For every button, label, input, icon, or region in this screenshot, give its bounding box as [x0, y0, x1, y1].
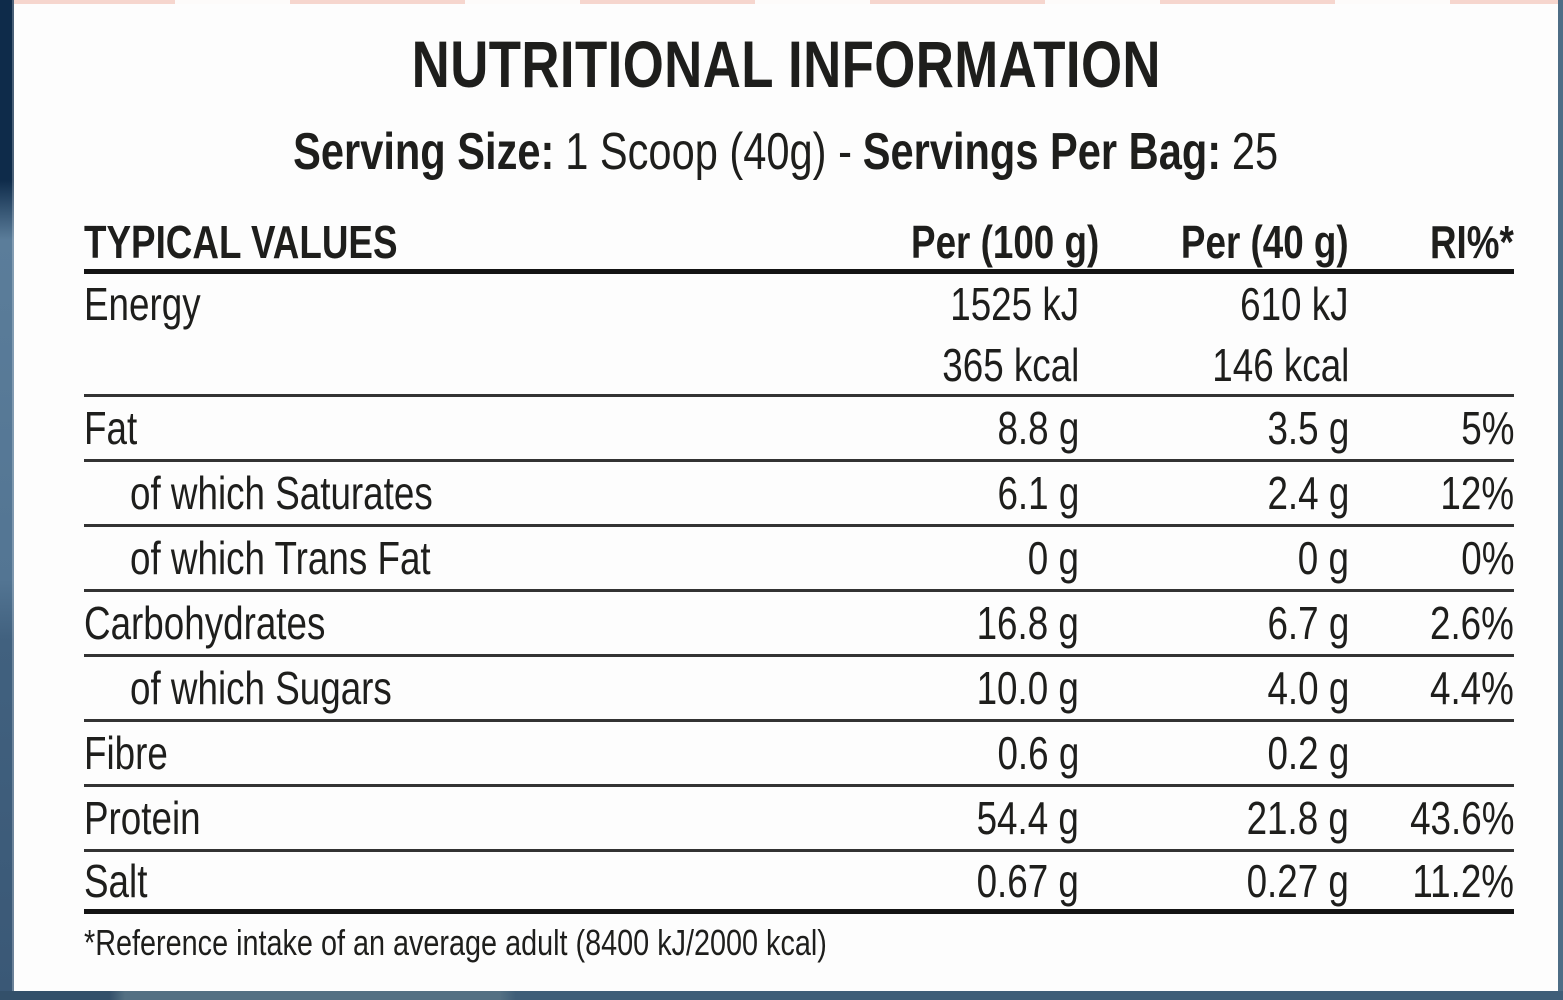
- value-ri: 11.2%: [1412, 854, 1514, 907]
- header-per-100g: Per (100 g): [911, 215, 1100, 268]
- nutrient-name: Protein: [84, 792, 201, 844]
- value-per-40g: 0.27 g: [1246, 854, 1349, 907]
- panel-title: [14, 26, 1558, 102]
- table-row-sugars: [84, 657, 1514, 722]
- value-per-40g: 3.5 g: [1267, 402, 1349, 454]
- table-row-energy: [84, 274, 1514, 397]
- nutrient-name: of which Sugars: [130, 662, 392, 714]
- value-per-100g: 16.8 g: [976, 597, 1079, 649]
- nutrient-name: Carbohydrates: [84, 597, 326, 649]
- table-row-trans-fat: [84, 527, 1514, 592]
- energy-per-100g: 1525 kJ 365 kcal: [941, 278, 1079, 391]
- table-row-protein: [84, 787, 1514, 852]
- table-row-salt: [84, 852, 1514, 914]
- value-per-40g: 4.0 g: [1267, 662, 1349, 714]
- header-typical-values: TYPICAL VALUES: [84, 215, 398, 268]
- nutrition-panel: [14, 4, 1558, 991]
- servings-per-bag-value: 25: [1232, 123, 1279, 181]
- packaging-right-edge: [1558, 0, 1563, 1000]
- value-per-100g: 0 g: [1027, 532, 1079, 584]
- value-per-40g: 21.8 g: [1246, 792, 1349, 844]
- value-per-100g: 6.1 g: [997, 467, 1079, 519]
- nutrient-name: Salt: [84, 854, 148, 907]
- table-row-fibre: [84, 722, 1514, 787]
- packaging-bottom-edge: [0, 991, 1563, 1000]
- value-ri: [1349, 726, 1514, 780]
- header-ri-percent: RI%*: [1430, 215, 1514, 268]
- nutrient-name: of which Trans Fat: [130, 532, 431, 584]
- table-row-saturates: [84, 462, 1514, 527]
- nutrient-name: Energy: [84, 278, 201, 330]
- energy-per-40g: 610 kJ 146 kcal: [1211, 278, 1349, 391]
- packaging-left-edge: [0, 0, 14, 1000]
- reference-intake-footnote: *Reference intake of an average adult (8400 kJ/2000 kcal): [84, 922, 827, 963]
- value-ri: 43.6%: [1409, 792, 1514, 844]
- nutrient-name: Fat: [84, 402, 138, 454]
- table-row-fat: [84, 397, 1514, 462]
- value-ri: 12%: [1440, 467, 1514, 519]
- nutrient-name: Fibre: [84, 727, 168, 779]
- table-row-carbohydrates: [84, 592, 1514, 657]
- value-ri: 4.4%: [1430, 662, 1514, 714]
- table-header-row: [84, 214, 1514, 274]
- header-per-40g: Per (40 g): [1181, 215, 1349, 268]
- value-per-40g: 0.2 g: [1267, 727, 1349, 779]
- value-per-100g: 0.6 g: [997, 727, 1079, 779]
- value-per-40g: 2.4 g: [1267, 467, 1349, 519]
- value-per-100g: 10.0 g: [976, 662, 1079, 714]
- value-per-100g: 8.8 g: [997, 402, 1079, 454]
- value-ri: 5%: [1460, 402, 1514, 454]
- energy-ri: [1349, 274, 1514, 328]
- serving-size-label: Serving Size:: [293, 123, 555, 181]
- value-ri: 2.6%: [1430, 597, 1514, 649]
- serving-info: [14, 122, 1558, 182]
- nutrition-table: [84, 214, 1514, 914]
- nutrient-name: of which Saturates: [130, 467, 433, 519]
- serving-size-value: 1 Scoop (40g) -: [565, 123, 853, 181]
- value-per-40g: 0 g: [1297, 532, 1349, 584]
- value-ri: 0%: [1460, 532, 1514, 584]
- servings-per-bag-label: Servings Per Bag:: [863, 123, 1222, 181]
- value-per-100g: 0.67 g: [976, 854, 1079, 907]
- value-per-100g: 54.4 g: [976, 792, 1079, 844]
- value-per-40g: 6.7 g: [1267, 597, 1349, 649]
- panel-title-text: NUTRITIONAL INFORMATION: [411, 27, 1161, 101]
